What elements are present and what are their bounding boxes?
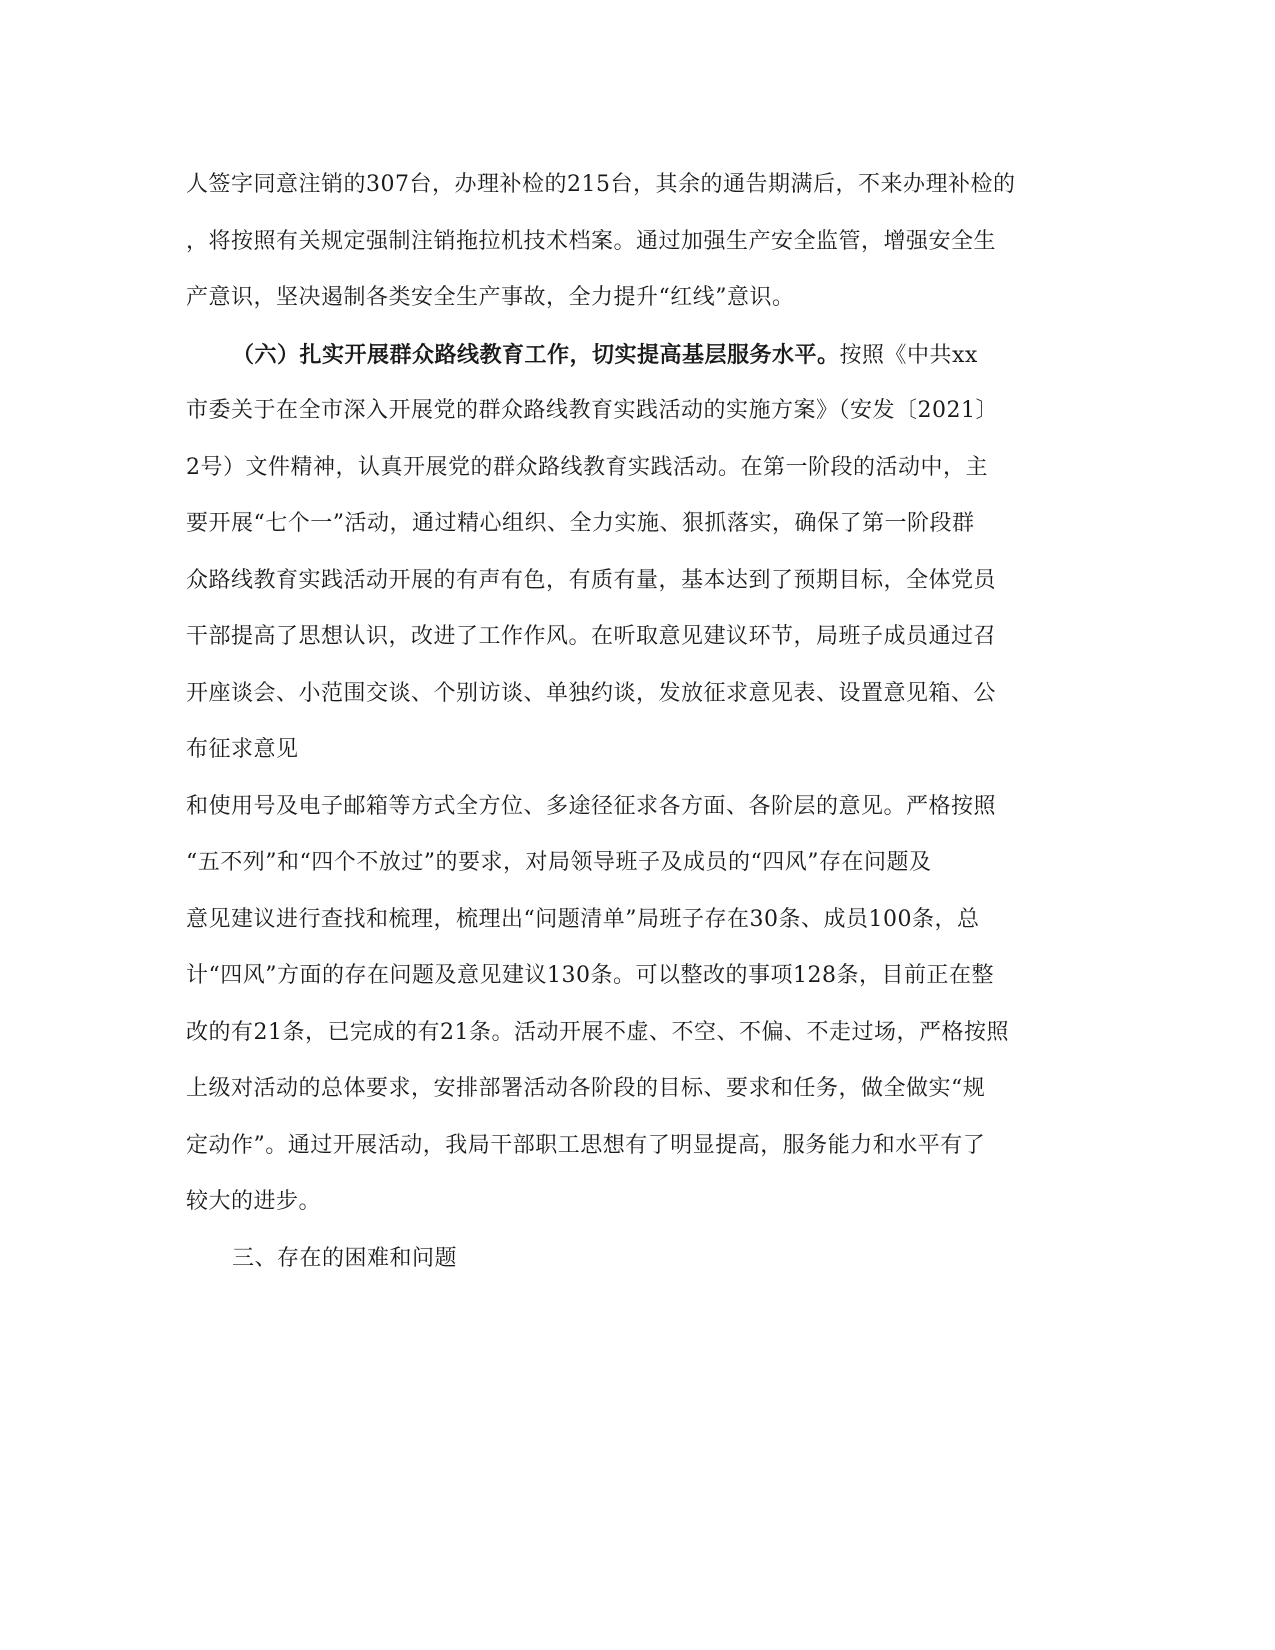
- paragraph-line: 众路线教育实践活动开展的有声有色，有质有量，基本达到了预期目标，全体党员: [186, 568, 997, 593]
- section-three-heading: 三、存在的困难和问题: [232, 1246, 458, 1271]
- paragraph-line: 开座谈会、小范围交谈、个别访谈、单独约谈，发放征求意见表、设置意见箱、公: [186, 681, 997, 706]
- paragraph-line: “五不列”和“四个不放过”的要求，对局领导班子及成员的“四风”存在问题及: [186, 850, 932, 875]
- paragraph-line: 和使用号及电子邮箱等方式全方位、多途径征求各方面、各阶层的意见。严格按照: [186, 794, 997, 819]
- paragraph-line: 产意识，坚决遏制各类安全生产事故，全力提升“红线”意识。: [186, 285, 795, 310]
- paragraph-line: 定动作”。通过开展活动，我局干部职工思想有了明显提高，服务能力和水平有了: [186, 1133, 986, 1158]
- paragraph-line: 要开展“七个一”活动，通过精心组织、全力实施、狠抓落实，确保了第一阶段群: [186, 511, 975, 536]
- section-six-first-line: [232, 337, 1132, 373]
- paragraph-line: 市委关于在全市深入开展党的群众路线教育实践活动的实施方案》（安发〔2021〕: [186, 398, 998, 423]
- paragraph-line: 改的有21条，已完成的有21条。活动开展不虚、不空、不偏、不走过场，严格按照: [186, 1020, 1009, 1045]
- paragraph-line: 计“四风”方面的存在问题及意见建议130条。可以整改的事项128条，目前正在整: [186, 963, 994, 988]
- paragraph-line: 干部提高了思想认识，改进了工作作风。在听取意见建议环节，局班子成员通过召: [186, 624, 997, 649]
- paragraph-line: 人签字同意注销的307台，办理补检的215台，其余的通告期满后，不来办理补检的: [186, 172, 1016, 197]
- paragraph-line: ，将按照有关规定强制注销拖拉机技术档案。通过加强生产安全监管，增强安全生: [186, 229, 997, 254]
- paragraph-line: 较大的进步。: [186, 1189, 322, 1214]
- paragraph-line: 2号）文件精神，认真开展党的群众路线教育实践活动。在第一阶段的活动中，主: [186, 455, 988, 480]
- paragraph-line: 意见建议进行查找和梳理，梳理出“问题清单”局班子存在30条、成员100条，总: [186, 907, 980, 932]
- paragraph-line: 上级对活动的总体要求，安排部署活动各阶段的目标、要求和任务，做全做实“规: [186, 1076, 986, 1101]
- paragraph-line: 按照《中共xx: [839, 343, 978, 368]
- section-six-heading: （六）扎实开展群众路线教育工作，切实提高基层服务水平。: [232, 342, 840, 368]
- paragraph-line: 布征求意见: [186, 737, 299, 762]
